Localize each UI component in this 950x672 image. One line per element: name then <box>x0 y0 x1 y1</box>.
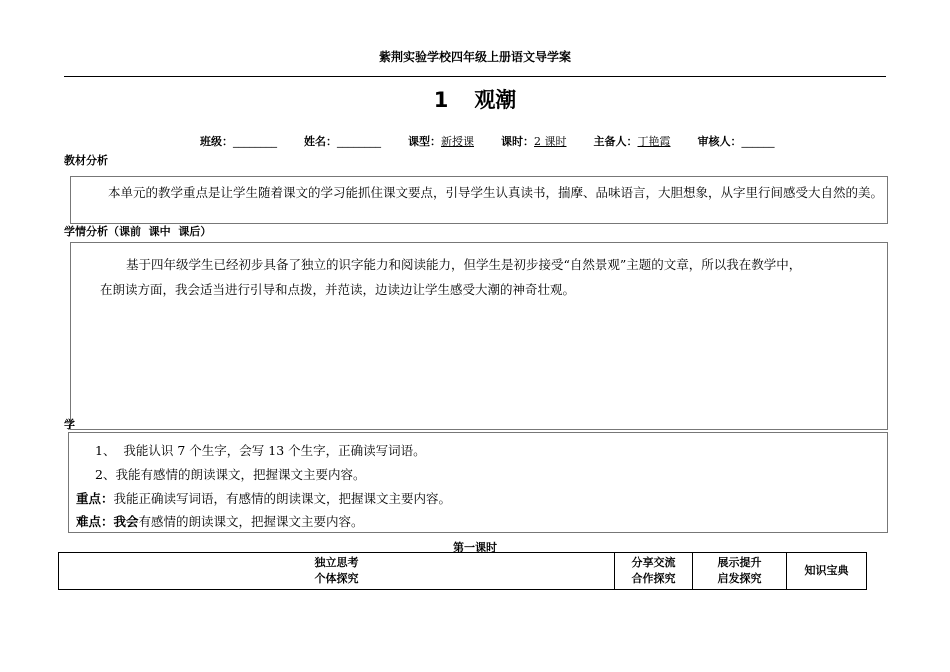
first-period-table <box>58 552 867 590</box>
goal-2: 2、我能有感情的朗读课文，把握课文主要内容。 <box>95 467 366 482</box>
header-rule <box>64 76 886 77</box>
table-row <box>59 553 867 590</box>
goal-1: 1、 我能认识 7 个生字，会写 13 个生字，正确读写词语。 <box>95 443 426 458</box>
first-period-title: 第一课时 <box>453 541 497 554</box>
reviewer-label: 审核人： <box>697 135 742 148</box>
name-blank: ________ <box>337 135 381 148</box>
goals-heading-fragment: 学 <box>64 418 75 431</box>
student-text-1: 基于四年级学生已经初步具备了独立的识字能力和阅读能力，但学生是初步接受“自然景观”主题的文章，所以我在教学中， <box>126 257 802 272</box>
hours-value: 2 课时 <box>534 135 567 148</box>
col1-line2: 个体探究 <box>314 572 359 585</box>
key-point <box>76 487 451 511</box>
col2-line1: 分享交流 <box>631 556 676 569</box>
info-line <box>200 133 775 149</box>
col-show-improve <box>693 553 787 590</box>
key-label: 重点： <box>76 491 114 506</box>
difficulty-label: 难点： <box>76 514 114 529</box>
col1-line1: 独立思考 <box>314 556 359 569</box>
lesson-number: 1 <box>433 88 449 112</box>
difficulty-text: 有感情的朗读课文，把握课文主要内容。 <box>138 514 364 529</box>
reviewer-blank: ______ <box>741 135 775 148</box>
lesson-name: 观潮 <box>474 88 517 112</box>
material-heading: 教材分析 <box>64 154 108 167</box>
school-title: 紫荆实验学校四年级上册语文导学案 <box>378 50 571 64</box>
col3-line1: 展示提升 <box>717 556 762 569</box>
key-text: 我能正确读写词语，有感情的朗读课文，把握课文主要内容。 <box>113 491 452 506</box>
lesson-title <box>0 86 950 114</box>
student-text-2: 在朗读方面，我会适当进行引导和点拨，并范读，边读边让学生感受大潮的神奇壮观。 <box>100 282 576 297</box>
type-value: 新授课 <box>441 135 474 148</box>
col3-line2: 启发探究 <box>717 572 762 585</box>
col-share-exchange <box>615 553 693 590</box>
col-knowledge <box>787 553 867 590</box>
preparer-label: 主备人： <box>593 135 638 148</box>
student-heading: 学情分析（课前 课中 课后） <box>64 225 212 238</box>
preparer-value: 丁艳霞 <box>637 135 671 148</box>
hours-label: 课时： <box>501 135 534 148</box>
material-text: 本单元的教学重点是让学生随着课文的学习能抓住课文要点，引导学生认真读书，揣摩、品味语言，大胆想象，从字里行间感受大自然的美。 <box>108 185 884 200</box>
class-label: 班级： <box>200 135 233 148</box>
col2-line2: 合作探究 <box>631 572 676 585</box>
col4-label: 知识宝典 <box>804 564 849 577</box>
name-label: 姓名： <box>304 135 337 148</box>
type-label: 课型： <box>408 135 441 148</box>
difficulty-bold: 我会 <box>113 514 139 529</box>
col-independent-thinking <box>59 553 615 590</box>
difficulty-point <box>76 510 364 534</box>
class-blank: ________ <box>233 135 277 148</box>
